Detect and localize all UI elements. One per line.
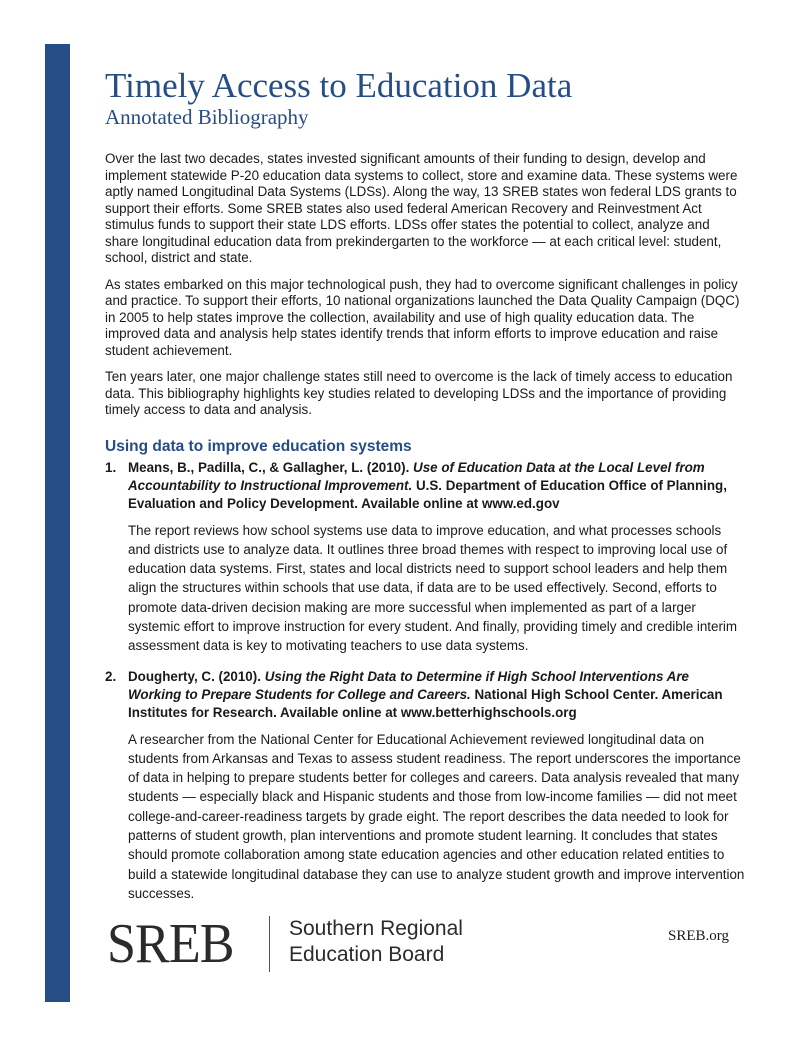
side-accent-bar [45, 44, 70, 1002]
entry-source: National High School Center. American Institutes for Research. Available online at www.betterhighschools.org [128, 686, 723, 720]
logo-divider [269, 916, 270, 972]
page-title: Timely Access to Education Data [105, 66, 573, 105]
entry-number: 1. [105, 459, 117, 475]
sreb-logo-mark: SREB [107, 913, 234, 975]
section-heading: Using data to improve education systems [105, 437, 412, 455]
page-subtitle: Annotated Bibliography [105, 105, 309, 129]
entry-citation [128, 459, 745, 513]
entry-annotation: The report reviews how school systems use data to improve education, and what processes schools and districts use to analyze data. It outlines three broad themes with respect to improving local use of education data systems. First, states and local districts need to support school leaders and help them align the structures within schools that use data, if data are to be used effectively. Second, efforts to promote data-driven decision making are more successful when implemented as part of a larger systemic effort to improve instruction for every student. And finally, providing timely and credible interim assessment data is key to motivating teachers to use data systems. [128, 522, 738, 654]
entry-annotation: A researcher from the National Center for Educational Achievement reviewed longitudinal data on students from Arkansas and Texas to assess student readiness. The report underscores the importance of data in helping to prepare students better for colleges and careers. Data analysis revealed that many students — especially black and Hispanic students and those from low-income families — did not meet college-and-career-readiness targets by grade eight. The report describes the data needed to look for patterns of student growth, plan interventions and promote student learning. It concludes that states should promote collaboration among state education agencies and other education related entities to build a statewide longitudinal database they can use to analyze student growth and improve intervention successes. [128, 731, 745, 901]
logo-line-2: Education Board [289, 943, 445, 966]
bibliography-entry [105, 459, 745, 656]
entry-citation [128, 668, 745, 722]
logo-line-1: Southern Regional [289, 917, 463, 940]
entry-number: 2. [105, 668, 117, 684]
intro-paragraph: Over the last two decades, states invested significant amounts of their funding to design, develop and implement statewide P-20 education data systems to collect, store and examine data. These systems were aptly named Longitudinal Data Systems (LDSs). Along the way, 13 SREB states won federal LDS grants to support their efforts. Some SREB states also used federal American Recovery and Reinvestment Act stimulus funds to support their state LDS efforts. LDSs offer states the potential to collect, analyze and share longitudinal education data from prekindergarten to the workforce — at each critical level: student, school, district and state. [105, 151, 738, 265]
intro-paragraph: Ten years later, one major challenge states still need to overcome is the lack of timely access to education data. This bibliography highlights key studies related to developing LDSs and the importance of providing timely access to data and analysis. [105, 369, 733, 417]
bibliography-entry [105, 668, 745, 904]
sreb-logo-text [289, 916, 463, 968]
entry-title: Use of Education Data at the Local Level from Accountability to Instructional Improvement. [128, 459, 705, 493]
entry-authors: Dougherty, C. (2010). [128, 668, 261, 684]
document-page [105, 68, 745, 915]
entry-source: U.S. Department of Education Office of Planning, Evaluation and Policy Development. Available online at www.ed.gov [128, 477, 727, 511]
entry-authors: Means, B., Padilla, C., & Gallagher, L. (2010). [128, 459, 410, 475]
site-url: SREB.org [668, 928, 729, 944]
page-footer [107, 914, 747, 974]
entry-title: Using the Right Data to Determine if High School Interventions Are Working to Prepare Students for College and Careers. [128, 668, 690, 702]
intro-paragraph: As states embarked on this major technological push, they had to overcome significant challenges in policy and practice. To support their efforts, 10 national organizations launched the Data Quality Campaign (DQC) in 2005 to help states improve the collection, availability and use of high quality education data. The improved data and analysis help states identify trends that inform efforts to improve education and raise student achievement. [105, 276, 740, 358]
intro-section [105, 151, 745, 419]
